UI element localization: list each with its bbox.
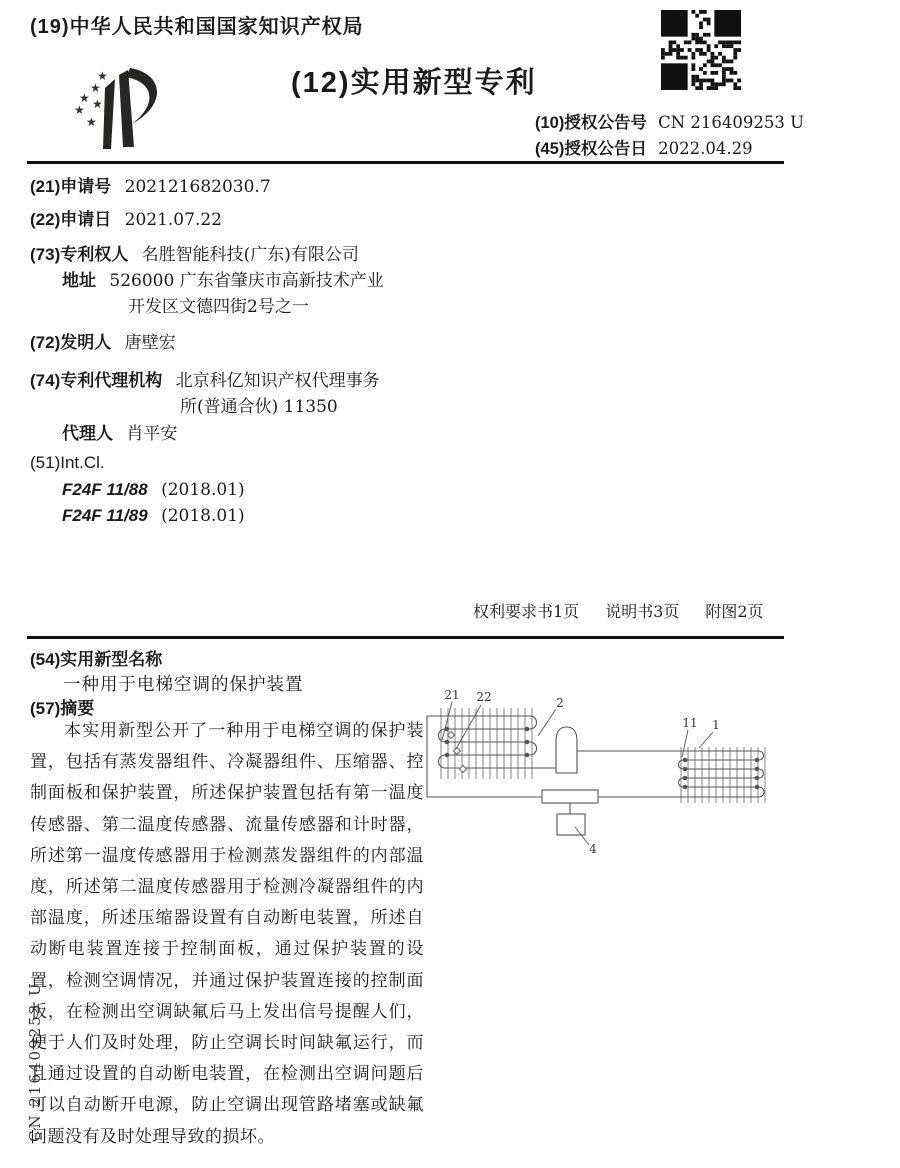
evaporator-sensor-diamonds: [447, 731, 466, 772]
intcl-ver-1: (2018.01): [161, 480, 245, 500]
publication-block: [535, 110, 804, 162]
compressor: [556, 727, 577, 773]
title-section-label: (54)实用新型名称: [30, 650, 163, 669]
control-panel: [542, 790, 598, 803]
publication-date-value: 2022.04.29: [658, 139, 753, 158]
address-line1: 526000 广东省肇庆市高新技术产业: [109, 271, 384, 291]
logo-stars: [74, 69, 108, 129]
issuing-office: (19)中华人民共和国国家知识产权局: [30, 16, 364, 38]
abstract-text: 本实用新型公开了一种用于电梯空调的保护装置，包括有蒸发器组件、冷凝器组件、压缩器、控制面板和保护装置，所述保护装置包括有第一温度传感器、第二温度传感器、流量传感器和计时器，所述第一温度传感器用于检测蒸发器组件的内部温度，所述第二温度传感器用于检测冷凝器组件的内部温度，所述压缩器设置有自动断电装置，所述自动断电装置连接于控制面板，通过保护装置的设置，检测空调情况，并通过保护装置连接的控制面板，在检测出空调缺氟后马上发出信号提醒人们，便于人们及时处理，防止空调长时间缺氟运行，而且通过设置的自动断电装置，在检测出空调问题后可以自动断开电源，防止空调出现管路堵塞或缺氟问题没有及时处理导致的损坏。: [30, 721, 424, 1147]
publication-number-row: [535, 110, 804, 136]
intcl-entry-2: [62, 506, 245, 526]
agency-row-2: [180, 392, 338, 417]
side-publication-code: CN 216409253 U: [26, 981, 44, 1142]
agency-line2: 所(普通合伙) 11350: [180, 397, 338, 417]
patentee-row: [30, 240, 359, 265]
application-date-label: (22)申请日: [30, 210, 112, 229]
agency-line1: 北京科亿知识产权代理事务: [175, 371, 380, 391]
pages-claims: 权利要求书1页: [473, 602, 580, 621]
pages-figures: 附图2页: [705, 602, 764, 621]
inventor-value: 唐壁宏: [124, 333, 176, 353]
ref-2: 2: [556, 696, 564, 710]
publication-number-value: CN 216409253 U: [658, 113, 805, 132]
svg-text:★: ★: [74, 103, 85, 117]
header-divider-rule: [27, 161, 784, 164]
ref-22: 22: [476, 690, 492, 704]
agency-row: [30, 366, 380, 391]
patentee-value: 名胜智能科技(广东)有限公司: [141, 245, 359, 265]
svg-text:★: ★: [86, 115, 97, 129]
body-divider-rule: [27, 636, 784, 639]
condenser-fins: [681, 747, 765, 803]
application-number-label: (21)申请号: [30, 177, 112, 196]
publication-number-label: (10)授权公告号: [535, 114, 647, 132]
condenser-sensor-dots: [683, 758, 760, 790]
intcl-code-2: F24F 11/89: [62, 506, 148, 525]
control-box: [557, 814, 585, 835]
svg-text:★: ★: [92, 97, 103, 111]
application-number-value: 202121682030.7: [124, 177, 271, 197]
logo-stem-left: [103, 79, 115, 149]
qr-code: [661, 10, 741, 90]
abstract-section-label: (57)摘要: [30, 699, 95, 718]
address-row-2: [128, 292, 309, 317]
intcl-row: [30, 453, 105, 473]
pages-description: 说明书3页: [605, 602, 680, 621]
application-date-value: 2021.07.22: [124, 210, 222, 230]
abstract-figure: [420, 675, 805, 870]
svg-text:★: ★: [90, 81, 101, 95]
inventor-label: (72)发明人: [30, 333, 112, 352]
agency-label: (74)专利代理机构: [30, 371, 163, 390]
pages-info: [473, 599, 764, 622]
application-date-row: [30, 205, 222, 230]
ref-21: 21: [444, 688, 460, 702]
inventor-row: [30, 328, 176, 353]
ref-1: 1: [712, 718, 720, 732]
agent-label: 代理人: [62, 424, 113, 443]
address-row: [62, 266, 384, 291]
address-line2: 开发区文德四街2号之一: [128, 297, 309, 317]
logo-stem-right: [119, 70, 134, 147]
intcl-label: (51)Int.Cl.: [30, 453, 105, 472]
intcl-ver-2: (2018.01): [161, 506, 245, 526]
svg-text:★: ★: [97, 69, 108, 83]
qr-finder-top-right: [714, 10, 741, 37]
intcl-code-1: F24F 11/88: [62, 480, 148, 499]
patentee-label: (73)专利权人: [30, 245, 129, 264]
publication-date-row: [535, 136, 804, 162]
agent-row: [62, 419, 177, 444]
qr-finder-bottom-left: [661, 63, 688, 90]
cnipa-logo: [66, 56, 181, 164]
qr-finder-top-left: [661, 10, 688, 37]
svg-text:★: ★: [79, 91, 90, 105]
application-number-row: [30, 172, 271, 197]
address-label: 地址: [62, 271, 96, 290]
agent-value: 肖平安: [126, 424, 178, 444]
intcl-entry-1: [62, 480, 245, 500]
ref-11: 11: [682, 716, 698, 730]
invention-title: 一种用于电梯空调的保护装置: [63, 675, 304, 695]
publication-date-label: (45)授权公告日: [535, 140, 647, 158]
document-type-title: (12)实用新型专利: [291, 67, 537, 99]
ref-4: 4: [589, 842, 597, 856]
